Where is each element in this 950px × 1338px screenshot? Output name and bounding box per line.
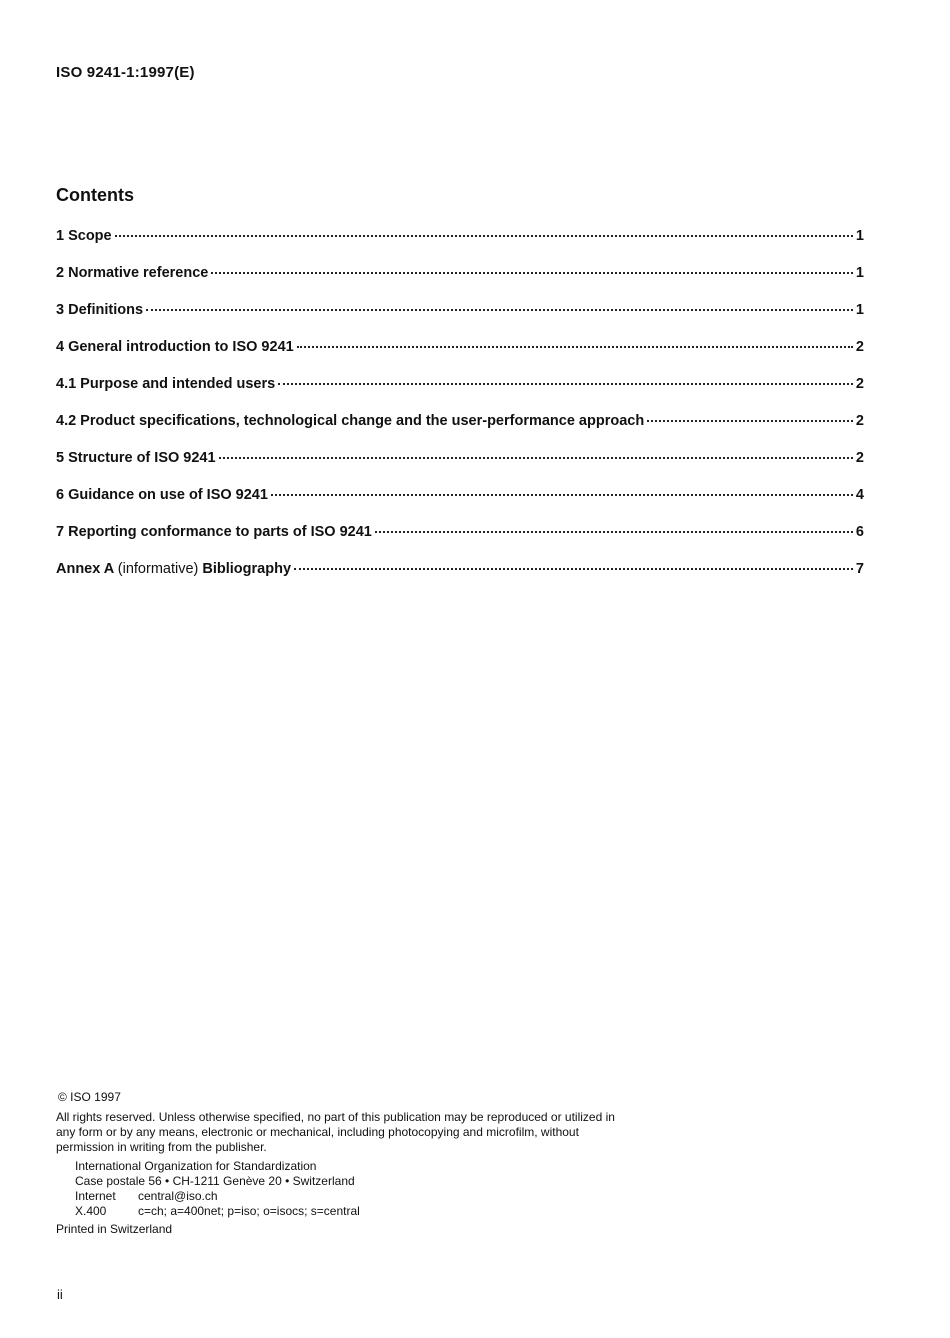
page-number: ii	[57, 1287, 63, 1302]
toc-entry-purpose-and-users[interactable]	[56, 376, 864, 413]
toc-entry-title: 2 Normative reference	[56, 265, 209, 281]
copyright-block	[56, 1090, 616, 1237]
toc-entry-title: 5 Structure of ISO 9241	[56, 450, 216, 466]
x400-address: c=ch; a=400net; p=iso; o=isocs; s=central	[138, 1204, 360, 1218]
publisher-address-block	[75, 1159, 616, 1219]
internet-address: central@iso.ch	[138, 1189, 218, 1203]
toc-entry-product-specifications[interactable]	[56, 413, 864, 450]
dot-leader	[211, 272, 853, 274]
document-identifier: ISO 9241-1:1997(E)	[56, 64, 195, 81]
dot-leader	[647, 420, 853, 422]
toc-entry-title	[56, 561, 291, 577]
toc-entry-page: 1	[855, 228, 864, 244]
printed-in: Printed in Switzerland	[56, 1222, 173, 1236]
toc-entry-scope[interactable]	[56, 228, 864, 265]
table-of-contents	[56, 228, 864, 598]
toc-entry-page: 1	[855, 265, 864, 281]
dot-leader	[271, 494, 853, 496]
postal-address: Case postale 56 • CH-1211 Genève 20 • Switzerland	[75, 1174, 355, 1188]
toc-entry-title: 6 Guidance on use of ISO 9241	[56, 487, 268, 503]
toc-entry-title: 4.1 Purpose and intended users	[56, 376, 276, 392]
rights-notice: All rights reserved. Unless otherwise specified, no part of this publication may be reproduced or utilized in any form or by any means, electronic or mechanical, including photocopying and microfilm, without permission in writing from the publisher.	[56, 1110, 615, 1154]
dot-leader	[278, 383, 853, 385]
toc-entry-page: 4	[855, 487, 864, 503]
contents-heading: Contents	[56, 185, 134, 205]
toc-entry-guidance[interactable]	[56, 487, 864, 524]
toc-entry-page: 1	[855, 302, 864, 318]
dot-leader	[297, 346, 853, 348]
toc-entry-page: 7	[855, 561, 864, 577]
x400-row	[75, 1204, 616, 1219]
toc-entry-page: 2	[855, 450, 864, 466]
toc-entry-page: 2	[855, 339, 864, 355]
toc-entry-definitions[interactable]	[56, 302, 864, 339]
toc-entry-title: 7 Reporting conformance to parts of ISO 9241	[56, 524, 372, 540]
dot-leader	[294, 568, 853, 570]
toc-entry-page: 6	[855, 524, 864, 540]
organization-name: International Organization for Standardization	[75, 1159, 317, 1173]
dot-leader	[115, 235, 853, 237]
toc-entry-title: 4.2 Product specifications, technological change and the user-performance approach	[56, 413, 645, 429]
internet-row	[75, 1189, 616, 1204]
toc-entry-normative-reference[interactable]	[56, 265, 864, 302]
x400-label: X.400	[75, 1204, 107, 1218]
annex-title: Bibliography	[202, 561, 292, 577]
toc-entry-title: 1 Scope	[56, 228, 112, 244]
copyright-line: © ISO 1997	[58, 1090, 121, 1104]
toc-entry-general-introduction[interactable]	[56, 339, 864, 376]
annex-qualifier: (informative)	[117, 561, 199, 577]
toc-entry-title: 3 Definitions	[56, 302, 144, 318]
dot-leader	[375, 531, 853, 533]
toc-entry-title: 4 General introduction to ISO 9241	[56, 339, 294, 355]
toc-entry-reporting-conformance[interactable]	[56, 524, 864, 561]
internet-label: Internet	[75, 1189, 116, 1203]
toc-entry-page: 2	[855, 413, 864, 429]
dot-leader	[146, 309, 853, 311]
toc-entry-page: 2	[855, 376, 864, 392]
annex-label: Annex A	[56, 561, 114, 577]
dot-leader	[219, 457, 853, 459]
toc-entry-annex-a[interactable]	[56, 561, 864, 598]
toc-entry-structure[interactable]	[56, 450, 864, 487]
